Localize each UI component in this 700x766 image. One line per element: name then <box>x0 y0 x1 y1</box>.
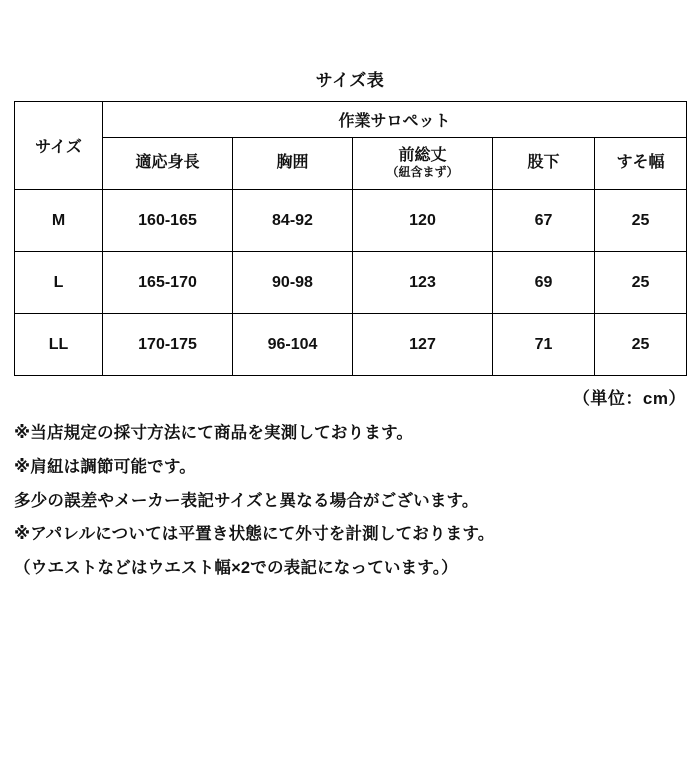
note-line: ※当店規定の採寸方法にて商品を実測しております。 <box>14 424 414 442</box>
notes-section <box>14 421 686 581</box>
cell-front-length: 123 <box>353 252 493 314</box>
header-column-height-label: 適応身長 <box>135 154 200 172</box>
table-header-row-columns <box>15 138 687 190</box>
header-column-front-length-label: 前総丈 <box>398 146 447 164</box>
table-header <box>15 102 687 190</box>
cell-inseam: 71 <box>493 314 595 376</box>
cell-chest: 96-104 <box>233 314 353 376</box>
header-column-height <box>103 138 233 190</box>
cell-size: LL <box>15 314 103 376</box>
table-row <box>15 190 687 252</box>
cell-inseam: 69 <box>493 252 595 314</box>
header-size: サイズ <box>15 102 103 190</box>
size-table <box>14 101 687 376</box>
page-title: サイズ表 <box>315 71 385 90</box>
header-column-chest-label: 胸囲 <box>276 154 309 172</box>
table-header-row-group <box>15 102 687 138</box>
note-line: 多少の誤差やメーカー表記サイズと異なる場合がございます。 <box>14 491 479 510</box>
table-body <box>15 190 687 376</box>
size-chart-page <box>0 66 700 766</box>
cell-hem-width: 25 <box>595 190 687 252</box>
cell-hem-width: 25 <box>595 314 687 376</box>
header-column-inseam-label: 股下 <box>527 154 560 172</box>
header-product-group: 作業サロペット <box>103 102 687 138</box>
cell-hem-width: 25 <box>595 252 687 314</box>
cell-chest: 84-92 <box>233 190 353 252</box>
note-line: ※肩紐は調節可能です。 <box>14 457 196 476</box>
cell-size: L <box>15 252 103 314</box>
unit-label: （単位：cm） <box>572 389 686 408</box>
cell-front-length: 127 <box>353 314 493 376</box>
note-line: （ウエストなどはウエスト幅×2での表記になっています。） <box>14 559 458 577</box>
cell-height: 170-175 <box>103 314 233 376</box>
table-row <box>15 252 687 314</box>
header-column-hem-width <box>595 138 687 190</box>
header-column-hem-width-label: すそ幅 <box>616 154 665 172</box>
header-column-chest <box>233 138 353 190</box>
cell-chest: 90-98 <box>233 252 353 314</box>
table-row <box>15 314 687 376</box>
cell-front-length: 120 <box>353 190 493 252</box>
cell-height: 160-165 <box>103 190 233 252</box>
header-column-front-length <box>353 138 493 190</box>
cell-size: M <box>15 190 103 252</box>
cell-inseam: 67 <box>493 190 595 252</box>
header-column-front-length-note: （紐含まず） <box>386 164 459 179</box>
header-column-inseam <box>493 138 595 190</box>
note-line: ※アパレルについては平置き状態にて外寸を計測しております。 <box>14 525 495 544</box>
cell-height: 165-170 <box>103 252 233 314</box>
